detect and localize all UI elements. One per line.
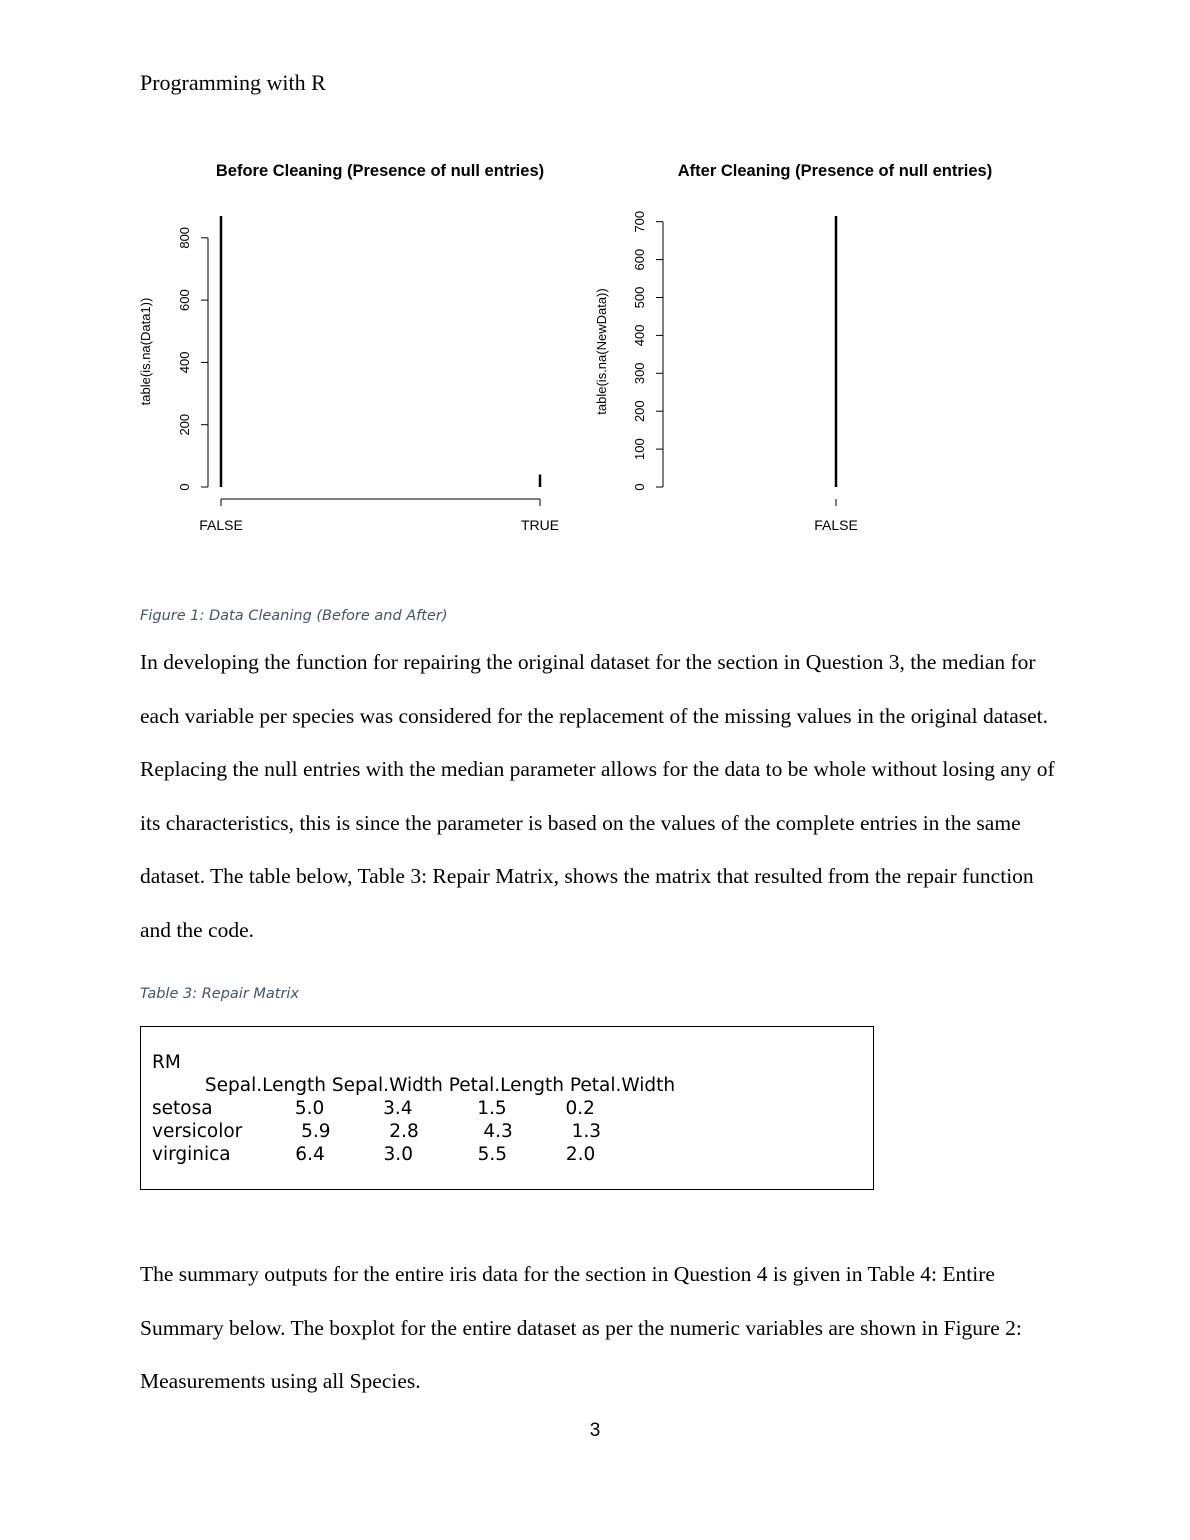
repair-matrix-box	[140, 1026, 874, 1190]
figure-caption: Figure 1: Data Cleaning (Before and After)	[140, 608, 448, 624]
paragraph-2-text: The summary outputs for the entire iris data for the section in Question 4 is given in Table 4: Entire Summary below. The boxplot for the entire dataset as per the numeric variables are shown in Figure 2: Measurements using all Species.	[140, 1262, 1022, 1394]
figure-1-charts	[130, 150, 1030, 550]
chart2-ytick-label-300: 300	[632, 362, 647, 385]
paragraph-2	[140, 1248, 1060, 1409]
chart1-ytick-label-600: 600	[177, 289, 192, 311]
table-caption: Table 3: Repair Matrix	[140, 986, 300, 1002]
chart1-ytick-label-0: 0	[177, 483, 192, 491]
chart2-ytick-label-600: 600	[632, 248, 647, 271]
chart1-ylabel: table(is.na(Data1))	[138, 297, 153, 406]
chart2-ytick-label-100: 100	[632, 438, 647, 460]
chart2-title: After Cleaning (Presence of null entries)	[677, 162, 993, 180]
chart2-ytick-label-0: 0	[632, 483, 647, 491]
paragraph-1-text: In developing the function for repairing the original dataset for the section in Question 3, the median for each variable per species was considered for the replacement of the missing values in the original dataset. Replacing the null entries with the median parameter allows for the data to be whole without losing any of its characteristics, this is since the parameter is based on the values of the complete entries in the same dataset. The table below, Table 3: Repair Matrix, shows the matrix that resulted from the repair function and the code.	[140, 650, 1055, 942]
chart1-title: Before Cleaning (Presence of null entries)	[215, 162, 545, 180]
repair-matrix-output: RM Sepal.Length Sepal.Width Petal.Length Petal.Width setosa 5.0 3.4 1.5 0.2 versicolor 5.9 2.8 4.3 1.3 virginica 6.4 3.0 5.5 2.0	[152, 1052, 676, 1165]
chart2-xtick-label-false: FALSE	[814, 517, 858, 533]
chart2-ytick-label-700: 700	[632, 210, 647, 233]
chart1-ytick-label-800: 800	[177, 226, 192, 249]
chart1-ytick-label-200: 200	[177, 413, 192, 436]
chart2-ytick-label-400: 400	[632, 324, 647, 347]
chart2-ytick-label-500: 500	[632, 286, 647, 309]
paragraph-1	[140, 636, 1060, 958]
chart2-ytick-label-200: 200	[632, 400, 647, 423]
chart2-ylabel: table(is.na(NewData))	[594, 288, 609, 415]
figure-1	[130, 150, 1030, 555]
chart1-xtick-label-true: TRUE	[520, 517, 560, 533]
chart1-xtick-label-false: FALSE	[199, 517, 243, 533]
running-header: Programming with R	[140, 70, 326, 95]
page-number: 3	[589, 1420, 601, 1441]
chart1-ytick-label-400: 400	[177, 351, 192, 374]
